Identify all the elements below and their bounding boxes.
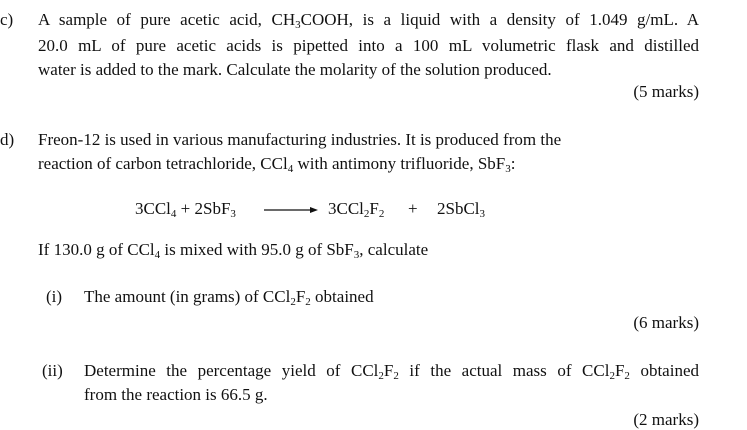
- equation-product-2: [437, 199, 485, 219]
- text: with antimony trifluoride, SbF: [293, 154, 506, 173]
- text: if the actual mass of CCl: [398, 361, 610, 380]
- text: The amount (in grams) of CCl: [84, 287, 291, 306]
- text: :: [510, 154, 516, 173]
- subscript: 2: [378, 370, 384, 382]
- text: 3CCl: [135, 199, 171, 218]
- question-i-text: [84, 287, 374, 307]
- question-ii-marks: (2 marks): [633, 410, 699, 429]
- question-i-marks: (6 marks): [633, 313, 699, 332]
- text: A sample of pure acetic acid, CH: [38, 10, 296, 29]
- part-c-line-2: 20.0 mL of pure acetic acids is pipetted into a 100 mL volumetric flask and distilled: [38, 36, 699, 55]
- text: 2SbCl: [437, 199, 480, 218]
- subscript: 2: [378, 208, 385, 220]
- subscript: 2: [290, 296, 296, 308]
- part-d-given: [38, 240, 428, 260]
- text: is mixed with 95.0 g of SbF: [160, 240, 354, 259]
- part-d-line-2: [38, 154, 515, 174]
- subscript: 2: [305, 296, 311, 308]
- subscript: 3: [353, 249, 360, 261]
- reaction-arrow-icon: [264, 206, 318, 214]
- subscript: 4: [287, 163, 294, 175]
- text: + 2SbF: [176, 199, 231, 218]
- part-c-marks: (5 marks): [633, 82, 699, 101]
- text: F: [614, 361, 625, 380]
- subscript: 4: [170, 208, 177, 220]
- subscript: 4: [154, 249, 161, 261]
- question-ii-line-2: from the reaction is 66.5 g.: [84, 385, 268, 404]
- subscript: 3: [505, 163, 511, 175]
- text: Determine the percentage yield of CCl: [84, 361, 379, 380]
- subscript: 3: [230, 208, 236, 220]
- text: , calculate: [359, 240, 429, 259]
- text: COOH, is a liquid with a density of 1.049 g/mL. A: [300, 10, 700, 29]
- subscript: 2: [609, 370, 615, 382]
- part-c-label: c): [0, 10, 14, 29]
- text: F: [369, 199, 379, 218]
- part-c-line-3: water is added to the mark. Calculate the molarity of the solution produced.: [38, 60, 552, 79]
- equation-reactants: [135, 199, 236, 219]
- question-i-label: (i): [46, 287, 63, 306]
- text: F: [295, 287, 306, 306]
- equation-product-1: [328, 199, 384, 219]
- subscript: 3: [479, 208, 486, 220]
- part-d-line-1: Freon-12 is used in various manufacturing industries. It is produced from the: [38, 130, 562, 149]
- subscript: 2: [363, 208, 370, 220]
- text: reaction of carbon tetrachloride, CCl: [38, 154, 288, 173]
- equation-plus: +: [408, 199, 418, 218]
- subscript: 2: [624, 370, 630, 382]
- subscript: 2: [393, 370, 399, 382]
- text: obtained: [310, 287, 374, 306]
- part-c-line-1: [38, 10, 699, 30]
- text: 3CCl: [328, 199, 364, 218]
- text: F: [383, 361, 394, 380]
- question-ii-label: (ii): [42, 361, 63, 380]
- question-ii-line-1: [84, 361, 699, 381]
- subscript: 3: [295, 19, 301, 31]
- part-d-label: d): [0, 130, 15, 149]
- text: If 130.0 g of CCl: [38, 240, 155, 259]
- text: obtained: [629, 361, 699, 380]
